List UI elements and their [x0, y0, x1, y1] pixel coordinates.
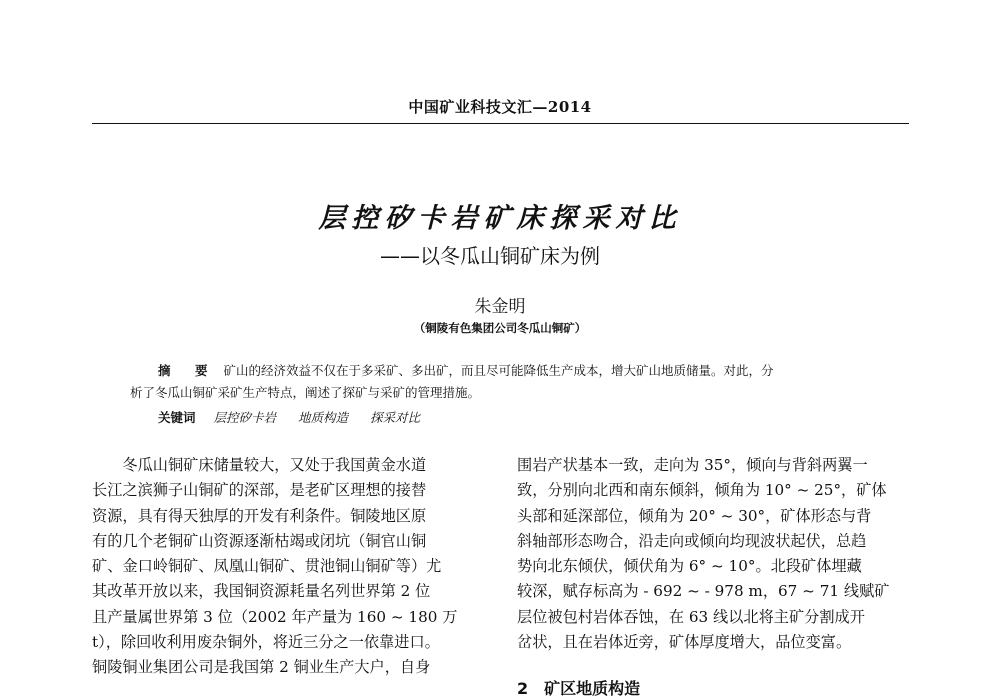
- author-affiliation: （铜陵有色集团公司冬瓜山铜矿）: [413, 321, 587, 335]
- body-line: 围岩产状基本一致，走向为 35°，倾向与背斜两翼一: [517, 456, 868, 474]
- body-line: 较深，赋存标高为 - 692 ~ - 978 m，67 ~ 71 线赋矿: [517, 582, 890, 601]
- body-line: 矿、金口岭铜矿、凤凰山铜矿、贯池铜山铜矿等）尤: [92, 557, 442, 576]
- body-line: 势向北东倾伏，倾伏角为 6° ~ 10°。北段矿体埋藏: [517, 557, 862, 576]
- body-line: 层位被包村岩体吞蚀，在 63 线以北将主矿分割成开: [517, 607, 865, 626]
- body-line: 有的几个老铜矿山资源逐渐枯竭或闭坑（铜官山铜: [92, 531, 427, 550]
- author-name: 朱金明: [474, 297, 526, 317]
- body-line: 冬瓜山铜矿床储量较大，又处于我国黄金水道: [122, 456, 427, 474]
- body-line: 岔状，且在岩体近旁，矿体厚度增大，品位变富。: [517, 633, 852, 652]
- abstract-line-1: [130, 360, 875, 382]
- keyword: 地质构造: [298, 410, 349, 425]
- paper-title: 层控矽卡岩矿床探采对比: [318, 203, 682, 234]
- body-line: 其改革开放以来，我国铜资源耗量名列世界第 2 位: [92, 582, 431, 601]
- body-left-column: [92, 453, 483, 681]
- body-line: 且产量属世界第 3 位（2002 年产量为 160 ~ 180 万: [92, 607, 458, 626]
- body-right-column: [517, 453, 908, 655]
- body-line: t），除回收利用废杂铜外，将近三分之一依靠进口。: [92, 633, 440, 652]
- abstract: [130, 360, 875, 404]
- body-line: 资源，具有得天独厚的开发有利条件。铜陵地区原: [92, 506, 427, 525]
- header-rule: [92, 123, 909, 124]
- body-line: 长江之滨狮子山铜矿的深部，是老矿区理想的接替: [92, 481, 427, 500]
- abstract-text-1: 矿山的经济效益不仅在于多采矿、多出矿，而且尽可能降低生产成本，增大矿山地质储量。对此，分: [223, 363, 774, 378]
- keyword: 层控矽卡岩: [213, 410, 277, 425]
- paper-subtitle: ——以冬瓜山铜矿床为例: [380, 244, 600, 268]
- keywords: [158, 408, 438, 426]
- running-head: 中国矿业科技文汇—2014: [408, 98, 592, 116]
- body-line: 铜陵铜业集团公司是我国第 2 铜业生产大户，自身: [92, 658, 431, 677]
- keyword: 探采对比: [370, 410, 421, 425]
- abstract-text-2: 析了冬瓜山铜矿采矿生产特点，阐述了探矿与采矿的管理措施。: [130, 385, 481, 400]
- body-line: 斜轴部形态吻合，沿走向或倾向均现波状起伏，总趋: [517, 531, 867, 550]
- keywords-label: 关键词: [158, 410, 196, 425]
- abstract-label: 摘 要: [158, 363, 214, 378]
- body-line: 头部和延深部位，倾角为 20° ~ 30°，矿体形态与背: [517, 506, 872, 525]
- body-line: 致，分别向北西和南东倾斜，倾角为 10° ~ 25°，矿体: [517, 481, 887, 500]
- section-heading: 2 矿区地质构造: [517, 679, 641, 698]
